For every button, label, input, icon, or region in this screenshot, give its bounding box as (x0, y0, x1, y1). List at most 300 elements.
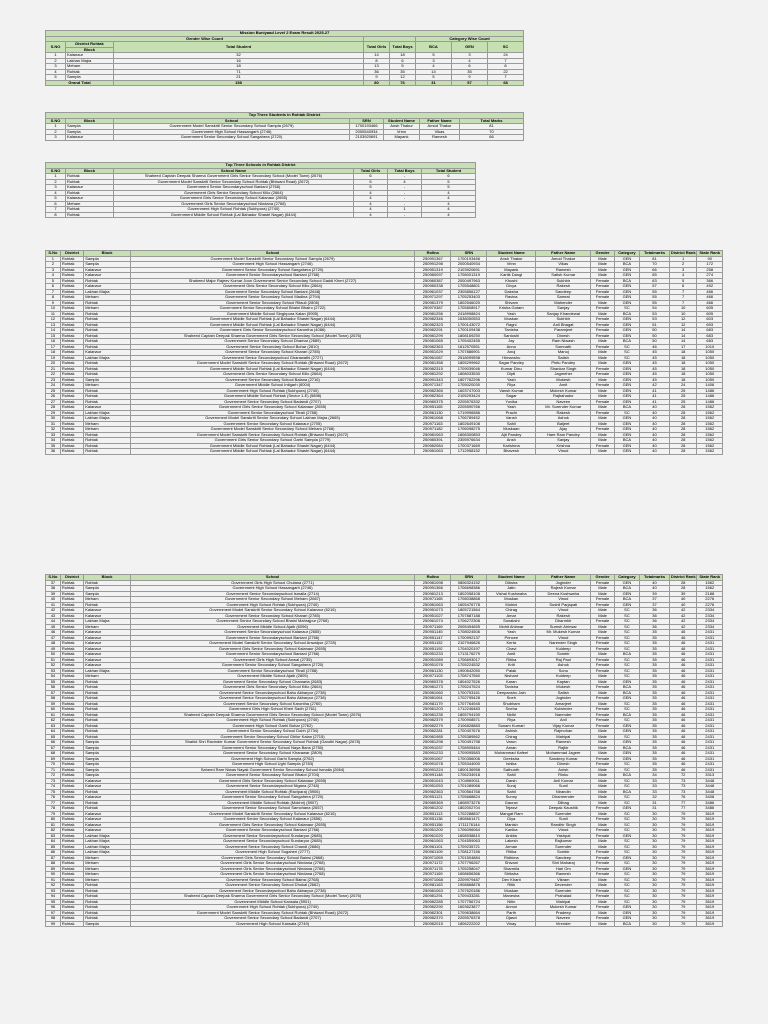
table-cell: SC (614, 734, 639, 740)
table-cell: Sampla (84, 751, 131, 757)
table-cell: Rohtak (60, 284, 83, 290)
table-cell: Rohtak (60, 273, 83, 279)
summary-header-sc: SC (488, 42, 524, 53)
table-cell: 28 (669, 438, 697, 444)
table-cell: Rajesh Kumar (536, 586, 591, 592)
table-cell: Rohtak (60, 344, 83, 350)
table-cell: Rakesh (536, 410, 591, 416)
table-cell: Princee (487, 635, 536, 641)
table-cell: 42 (46, 608, 61, 614)
table-cell: 90 (697, 256, 723, 262)
table-cell: BCA (614, 311, 639, 317)
table-cell: Ramesh (536, 267, 591, 273)
table-cell: Rohtak (60, 630, 83, 636)
table-cell: Samrat (536, 295, 591, 301)
table-cell: 2209979487 (451, 877, 487, 883)
column-header: District Rank (670, 250, 696, 255)
table-cell: 97 (46, 910, 61, 916)
table-cell: Naveen (536, 399, 591, 405)
table-cell: Male (591, 844, 614, 850)
table-cell: Male (591, 883, 614, 889)
table-cell: 1704969011 (451, 778, 487, 784)
table-cell: Sampla (84, 740, 131, 746)
table-cell: 39 (640, 591, 670, 597)
table-cell: 63 (640, 278, 670, 284)
table-cell: Lakhan Majra (84, 668, 131, 674)
table-cell: Female (591, 756, 614, 762)
table-cell: 35 (640, 756, 670, 762)
table-cell: Male (591, 729, 614, 735)
table-cell: Rohtak (84, 311, 131, 317)
summary-header-total: Total Student (114, 42, 364, 53)
column-header: Block (66, 118, 114, 124)
table-cell: 70 (460, 129, 524, 135)
table-cell: Government Senior Secondaryschool Bahu Akbarpur (2738) (130, 888, 414, 894)
table-cell: 2106828883 (451, 723, 487, 729)
table-cell: Ramesh (536, 872, 591, 878)
table-cell: 3486 (697, 800, 723, 806)
table-cell: Government Model Sanskriti Senior Secondary School Lakhan Majra (2665) (130, 416, 414, 422)
table-row (46, 212, 476, 218)
top-three-students-table (45, 112, 524, 141)
table-cell: 1562 (697, 438, 723, 444)
table-cell: 2005494655 (451, 624, 487, 630)
table-cell: Government High School Hassangarh (2746) (130, 262, 414, 268)
table-cell: Male (591, 701, 614, 707)
table-cell: 2107946826 (451, 641, 487, 647)
table-cell: Amod Thakur (420, 124, 460, 130)
table-cell: 250981298 (415, 740, 451, 746)
table-cell: 35 (640, 690, 670, 696)
table-cell: Deepak Kaushik (536, 806, 591, 812)
table-cell: Sampla (84, 256, 131, 262)
table-cell: 64 (46, 729, 61, 735)
table-cell: Government Senior Secondary School Dhamar (2689) (130, 339, 414, 345)
table-cell: Female (591, 888, 614, 894)
table-cell: 466 (697, 289, 723, 295)
table-cell: Rohtak (60, 888, 83, 894)
table-cell: 250971169 (415, 624, 451, 630)
table-cell: 46 (669, 756, 697, 762)
column-header: Gender (591, 575, 614, 581)
table-cell: Female (591, 850, 614, 856)
table-cell: Meham (66, 201, 114, 207)
table-cell: 41 (640, 394, 670, 400)
table-cell: 87 (46, 855, 61, 861)
table-cell: Shubham (487, 701, 536, 707)
table-cell: Rohtak (60, 844, 83, 850)
table-cell: Bhavesh (487, 449, 536, 455)
table-cell: 29 (46, 410, 61, 416)
table-cell: Government High School Sugaheri (2777) (130, 850, 414, 856)
table-cell: 39 (669, 591, 697, 597)
table-cell: 25 (46, 388, 61, 394)
table-cell: Dharmbir (536, 619, 591, 625)
column-header: SRN (451, 251, 487, 257)
table-cell: Government Middle School Singhpura Kalan (5905) (130, 311, 414, 317)
table-cell: 1562 (697, 427, 723, 433)
table-cell: Lakhan Majra (66, 58, 114, 64)
table-cell: 50 (640, 328, 670, 334)
table-cell: 250982363 (415, 789, 451, 795)
table-cell: 35 (640, 630, 670, 636)
table-cell: SC (614, 811, 639, 817)
table-cell: Virender (536, 921, 591, 927)
table-cell: 30 (640, 850, 670, 856)
table-cell: Government Senior Secondaryschool Baniani (2766) (130, 273, 414, 279)
table-cell: Rohtak (60, 806, 83, 812)
table-cell: 1708127156 (451, 850, 487, 856)
table-cell: 250971182 (415, 427, 451, 433)
table-cell: 35 (640, 718, 670, 724)
table-cell: Lakhan Majra (84, 850, 131, 856)
table-cell: Vinod (536, 449, 591, 455)
table-cell: Ramesh (536, 740, 591, 746)
table-cell: Government Middle School Kansala (5901) (130, 899, 414, 905)
table-cell: Kalanaur (84, 630, 131, 636)
table-cell: 250980338 (415, 284, 451, 290)
table-cell: Jatin (487, 586, 536, 592)
table-cell: 250981098 (415, 580, 451, 586)
table-cell: Deena Kushwaha (536, 591, 591, 597)
table-cell: 2205590766 (451, 405, 487, 411)
table-cell: Male (591, 690, 614, 696)
table-cell: GEN (614, 333, 639, 339)
table-cell: Female (591, 295, 614, 301)
table-cell: SC (614, 641, 639, 647)
table-cell: Rohtak (60, 300, 83, 306)
table-cell: 1562 (697, 586, 723, 592)
table-cell: Government Senior Secondary School Kalanaur (2705) (130, 421, 414, 427)
table-cell: Mukesh Kumar (536, 905, 591, 911)
table-cell: 2431 (697, 701, 723, 707)
table-cell: Rohtak (84, 449, 131, 455)
table-cell: 58 (46, 696, 61, 702)
table-row (46, 449, 723, 455)
table-cell: 46 (669, 657, 697, 663)
table-cell: 12 (669, 322, 697, 328)
table-cell: 2431 (697, 751, 723, 757)
table-cell: Male (591, 921, 614, 927)
table-cell: SC (614, 635, 639, 641)
table-cell: 67 (46, 745, 61, 751)
table-cell: Government High School Rohtak (Sukhpura) (2740) (130, 602, 414, 608)
table-cell: 1709433281 (451, 894, 487, 900)
table-cell: Rohtak (84, 388, 131, 394)
table-cell: Government Girls Senior Secondaryschool Nindana (2768) (130, 872, 414, 878)
table-cell: 3448 (697, 789, 723, 795)
table-cell: Rohtak (60, 668, 83, 674)
table-cell: 250951152 (415, 641, 451, 647)
table-cell: 250991343 (415, 377, 451, 383)
table-cell: 3619 (697, 833, 723, 839)
table-cell: 4 (354, 212, 388, 218)
table-cell: Female (591, 580, 614, 586)
table-cell: 35 (640, 668, 670, 674)
table-cell: Male (591, 361, 614, 367)
table-cell: SC (614, 767, 639, 773)
table-cell: Female (591, 328, 614, 334)
table-cell: GEN (614, 366, 639, 372)
table-cell: Rohtak (60, 756, 83, 762)
table-cell: 250982365 (415, 388, 451, 394)
table-cell: 6 (354, 174, 388, 180)
table-cell: 54 (46, 674, 61, 680)
table-cell: Kalanaur (84, 273, 131, 279)
table-cell: Government Middle School Rohtak (Lal Bahadur Shastri Nagar) (6444) (130, 366, 414, 372)
table-cell: 250961087 (415, 355, 451, 361)
table-cell: Meham (84, 624, 131, 630)
table-cell: 250991148 (415, 773, 451, 779)
table-cell: 95 (46, 899, 61, 905)
table-cell: 46 (669, 674, 697, 680)
table-cell: 250982370 (415, 916, 451, 922)
table-cell: - (388, 185, 422, 191)
table-cell: 1010 (697, 344, 723, 350)
table-cell: - (388, 196, 422, 202)
table-cell: 3 (669, 267, 697, 273)
table-cell: 25 (669, 388, 697, 394)
table-cell: 5 (46, 196, 66, 202)
table-cell: 2431 (697, 756, 723, 762)
table-cell: Female (591, 646, 614, 652)
table-cell: Male (591, 751, 614, 757)
column-header: Totalmarks (640, 575, 670, 581)
table-cell: 2431 (697, 740, 723, 746)
summary-header-boys: Total Boys (390, 42, 416, 53)
table-cell: 33 (640, 789, 670, 795)
table-cell: Rohtak (60, 591, 83, 597)
table-cell: 79 (669, 888, 697, 894)
table-cell: Male (591, 256, 614, 262)
table-cell: 14 (416, 69, 452, 75)
table-cell: Amarjeet (536, 701, 591, 707)
table-cell: 35 (640, 767, 670, 773)
table-cell: 1709039046 (451, 366, 487, 372)
table-cell: 366 (697, 278, 723, 284)
table-cell: 54 (640, 306, 670, 312)
table-cell: Kanika (487, 828, 536, 834)
table-cell: 55 (640, 300, 670, 306)
table-cell: 1702288837 (451, 811, 487, 817)
table-cell: 30 (640, 888, 670, 894)
table-cell: Male (591, 877, 614, 883)
table-cell: 18 (669, 372, 697, 378)
table-cell: Female (591, 410, 614, 416)
table-cell: SC (614, 844, 639, 850)
table-cell: Devender (536, 883, 591, 889)
table-cell: 30 (640, 822, 670, 828)
table-cell: Rohtak (60, 762, 83, 768)
table-cell: 4 (422, 196, 476, 202)
table-cell: Ram Niwash (536, 339, 591, 345)
table-cell: 3619 (697, 883, 723, 889)
table-cell: Rohtak (84, 679, 131, 685)
table-cell: 8 (46, 295, 61, 301)
table-cell: Rohtak (60, 350, 83, 356)
table-cell: 1562 (697, 421, 723, 427)
table-cell: Sampla (66, 75, 114, 81)
table-cell: 55 (46, 679, 61, 685)
table-cell: Rohtak (84, 328, 131, 334)
table-cell: Divya (487, 284, 536, 290)
table-cell: 1050 (697, 366, 723, 372)
table-cell: Rohtak (84, 339, 131, 345)
table-cell: 1486 (697, 399, 723, 405)
table-cell: Government Senior Secondaryschool Sundarpur (2685) (130, 833, 414, 839)
table-cell: 2431 (697, 685, 723, 691)
table-cell: 250951233 (415, 652, 451, 658)
table-cell: 46 (669, 652, 697, 658)
table-cell: Government Senior Secondaryschool Kalanaur (2655) (130, 630, 414, 636)
table-cell: Rohtak (60, 899, 83, 905)
table-cell: 250971347 (415, 383, 451, 389)
table-cell: Dipti (487, 372, 536, 378)
table-cell: Lakhan Majra (84, 410, 131, 416)
table-cell: Mahender (536, 300, 591, 306)
table-cell: - (388, 212, 422, 218)
table-cell: Kumar Dixu (487, 366, 536, 372)
table-cell: 80 (46, 817, 61, 823)
table-cell: 3 (452, 53, 488, 59)
table-cell: 35 (640, 701, 670, 707)
table-cell: 23 (46, 377, 61, 383)
table-cell: Kalanaur (84, 641, 131, 647)
table-cell: 50 (46, 652, 61, 658)
table-cell: Government Girls Senior Secondary School Kilio (2664) (130, 372, 414, 378)
table-cell: Mangat Ram (487, 811, 536, 817)
table-cell: Rohtak (60, 339, 83, 345)
column-header: Block (84, 251, 131, 257)
table-cell: 250951073 (415, 608, 451, 614)
table-cell: Rohtak (60, 333, 83, 339)
table-cell: 42 (669, 608, 697, 614)
table-cell: 22 (46, 372, 61, 378)
table-cell: Male (591, 839, 614, 845)
table-cell: Baljeet (536, 421, 591, 427)
table-cell: Government Middle School Rohtak (Lal Bahadur Shastri Nagar) (6444) (130, 317, 414, 323)
table-cell: 250961130 (415, 668, 451, 674)
table-cell: 1050 (697, 372, 723, 378)
table-cell: Anuj (487, 350, 536, 356)
table-cell: Vinod (536, 828, 591, 834)
table-cell: 1705402455 (451, 339, 487, 345)
table-cell: 250991367 (415, 256, 451, 262)
table-cell: 46 (669, 630, 697, 636)
table-cell: SC (614, 839, 639, 845)
table-cell: Government Senior Secondary School Kharari (2785) (130, 350, 414, 356)
table-cell: 1050 (697, 350, 723, 356)
table-cell: Rohtak (66, 212, 114, 218)
table-cell: Government High School Garhi Bohar (2762) (130, 723, 414, 729)
table-cell: Rohtak (84, 910, 131, 916)
table-cell: Meham (84, 295, 131, 301)
table-cell: Meham (84, 877, 131, 883)
table-cell: Surender (536, 844, 591, 850)
table-cell: 79 (669, 894, 697, 900)
table-cell: SC (614, 663, 639, 669)
table-cell: 10 (669, 306, 697, 312)
column-header: S.No (46, 251, 61, 257)
table-cell: 77 (46, 800, 61, 806)
table-cell: BCA (614, 652, 639, 658)
table-cell: Amit (536, 383, 591, 389)
table-cell: 492 (697, 284, 723, 290)
table-cell: GEN (614, 361, 639, 367)
table-cell: 46 (669, 679, 697, 685)
table-cell: Male (591, 778, 614, 784)
table-cell: SC (614, 850, 639, 856)
table-cell: 12 (46, 317, 61, 323)
table-cell: 83 (46, 833, 61, 839)
table-cell: 46 (669, 663, 697, 669)
table-cell: 250982290 (415, 905, 451, 911)
table-cell: 250951165 (415, 405, 451, 411)
table-cell: 1806222202 (451, 921, 487, 927)
table-cell: Kalanaur (66, 135, 114, 141)
table-cell: Nishant (487, 674, 536, 680)
table-cell: 250951121 (415, 795, 451, 801)
table-cell: GEN (614, 284, 639, 290)
table-cell: Government Senior Secondaryschool Baniani (2766) (130, 652, 414, 658)
table-cell: Government Girls Senior Secondaryschool Karontha (4086) (130, 328, 414, 334)
table-cell: Sampla (84, 586, 131, 592)
table-cell: 2334 (697, 613, 723, 619)
table-cell: Male (591, 745, 614, 751)
table-cell: GEN (614, 427, 639, 433)
table-cell: 79 (669, 844, 697, 850)
table-cell: Government Model Sanskriti Senior Secondary School Rohtak (Bhiwani Road) (2672) (114, 179, 354, 185)
table-cell: SC (614, 828, 639, 834)
table-cell: Male (591, 586, 614, 592)
table-cell: 1608656366 (451, 872, 487, 878)
table-cell: 1709095583 (451, 751, 487, 757)
table-cell: 8 (46, 212, 66, 218)
table-cell: Dilbag (536, 800, 591, 806)
table-cell: Kalanaur (84, 811, 131, 817)
table-cell: 2431 (697, 767, 723, 773)
table-cell: Jagmeher (536, 372, 591, 378)
table-cell: Government Senior Secondary School Badandi (2707) (130, 399, 414, 405)
table-cell: 4 (354, 201, 388, 207)
table-cell: 36 (640, 613, 670, 619)
table-cell: 1707796267 (451, 861, 487, 867)
table-cell: 250951192 (415, 646, 451, 652)
table-cell: 1800136958 (451, 767, 487, 773)
table-cell: Joginder (536, 580, 591, 586)
table-cell: 250951076 (415, 663, 451, 669)
table-cell: 39 (46, 591, 61, 597)
table-cell: Prachi (487, 410, 536, 416)
table-cell: Government Girls Senior Secondaryschool Nindana (2768) (130, 861, 414, 867)
table-cell: Kalanaur (84, 405, 131, 411)
table-cell: 250982323 (415, 322, 451, 328)
table-cell: Kartik Dangi (487, 273, 536, 279)
table-cell: Rohtak (60, 877, 83, 883)
table-cell: 72 (46, 773, 61, 779)
table-cell: 28 (669, 405, 697, 411)
table-cell: Male (591, 350, 614, 356)
table-cell: 1707620186 (451, 888, 487, 894)
table-cell: 35 (640, 652, 670, 658)
table-cell: GEN (614, 806, 639, 812)
table-cell: 2103920691 (451, 267, 487, 273)
table-cell: 1807762296 (451, 377, 487, 383)
table-cell: Female (591, 333, 614, 339)
table-cell: Kalanaur (84, 350, 131, 356)
table-cell: Shahid Shri Ravinder Kumar Government Senior Secondary School Rohtak (Gandhi Nagar) (2678) (130, 740, 414, 746)
table-cell: Rohtak (60, 910, 83, 916)
